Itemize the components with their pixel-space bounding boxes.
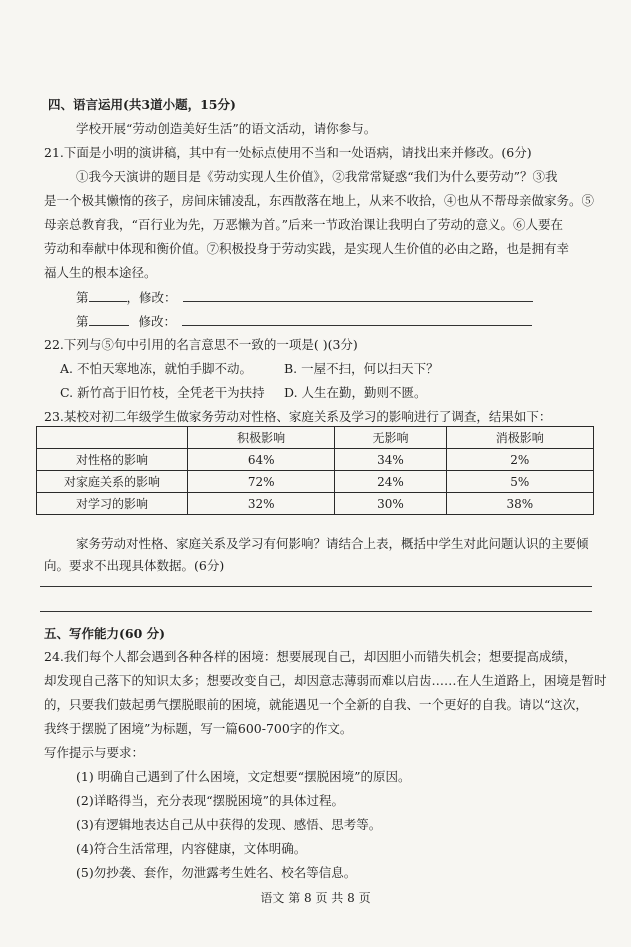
revision-blank[interactable] [182, 313, 532, 326]
q23-question-line: 向。要求不出现具体数据。(6分) [44, 558, 225, 573]
table-cell: 34% [335, 449, 446, 471]
q23-question-line: 家务劳动对性格、家庭关系及学习有何影响？请结合上表，概括中学生对此问题认识的主要倾 [76, 536, 589, 551]
table-header-row [37, 427, 594, 449]
q22-option-a[interactable]: A. 不怕天寒地冻，就怕手脚不动。 [60, 361, 252, 376]
table-cell: 2% [446, 449, 593, 471]
section4-intro: 学校开展“劳动创造美好生活”的语文活动，请你参与。 [76, 121, 377, 136]
section4-title: 四、语言运用(共3道小题，15分) [48, 97, 236, 112]
q21-answer-row-2 [76, 313, 532, 330]
q24-line: 的，只要我们鼓起勇气摆脱眼前的困境，就能遇见一个全新的自我、一个更好的自我。请以“这次， [44, 697, 588, 712]
table-row [37, 493, 594, 515]
table-cell: 5% [446, 471, 593, 493]
table-cell: 64% [188, 449, 335, 471]
table-header-cell [37, 427, 188, 449]
writing-tip: (5)勿抄袭、套作，勿泄露考生姓名、校名等信息。 [76, 865, 357, 880]
q21-text-line: 劳动和奉献中体现和衡价值。⑦积极投身于劳动实践，是实现人生价值的必由之路，也是拥有幸 [44, 241, 570, 256]
q21-answer-row-1 [76, 289, 533, 306]
q24-line: 却发现自己落下的知识太多；想要改变自己，却因意志薄弱而难以启齿……在人生道路上，困境是暂时 [44, 673, 607, 688]
revision-blank[interactable] [183, 289, 533, 302]
sentence-number-blank[interactable] [89, 313, 129, 326]
answer-prefix: 第 [76, 314, 89, 329]
q21-text-line: 是一个极其懒惰的孩子，房间床铺凌乱，东西散落在地上，从来不收拾，④也从不帮母亲做家务。⑤ [44, 193, 595, 208]
page-footer: 语文 第 8 页 共 8 页 [260, 891, 371, 905]
answer-suffix: 修改： [138, 314, 177, 329]
q21-text-line: ①我今天演讲的题目是《劳动实现人生价值》，②我常常疑惑“我们为什么要劳动”？③我 [76, 169, 558, 184]
writing-tip: (1) 明确自己遇到了什么困境，文定想要“摆脱困境”的原因。 [76, 769, 411, 784]
table-cell: 对学习的影响 [37, 493, 188, 515]
q21-text-line: 母亲总教育我，“百行业为先，万恶懒为首。”后来一节政治课让我明白了劳动的意义。⑥人要在 [44, 217, 564, 232]
q21-text-line: 福人生的根本途径。 [44, 265, 157, 280]
q22-option-c[interactable]: C. 新竹高于旧竹枝，全凭老干为扶持 [60, 385, 265, 400]
writing-tip: (3)有逻辑地表达自己从中获得的发现、感悟、思考等。 [76, 817, 382, 832]
survey-table [36, 426, 594, 515]
q24-line: 我终于摆脱了困境”为标题，写一篇600-700字的作文。 [44, 721, 353, 736]
table-cell: 30% [335, 493, 446, 515]
table-header-cell: 积极影响 [188, 427, 335, 449]
writing-tips-title: 写作提示与要求： [44, 745, 145, 760]
answer-suffix: ，修改： [126, 290, 177, 305]
table-cell: 对家庭关系的影响 [37, 471, 188, 493]
sentence-number-blank[interactable] [89, 289, 127, 302]
answer-line[interactable] [40, 611, 592, 612]
answer-prefix: 第 [76, 290, 89, 305]
q22-stem: 22.下列与⑤句中引用的名言意思不一致的一项是( )(3分) [44, 337, 358, 352]
q23-stem: 23.某校对初二年级学生做家务劳动对性格、家庭关系及学习的影响进行了调查，结果如下： [44, 409, 552, 424]
table-cell: 对性格的影响 [37, 449, 188, 471]
writing-tip: (2)详略得当，充分表现“摆脱困境”的具体过程。 [76, 793, 344, 808]
table-cell: 38% [446, 493, 593, 515]
writing-tip: (4)符合生活常理，内容健康，文体明确。 [76, 841, 307, 856]
table-header-cell: 无影响 [335, 427, 446, 449]
table-cell: 24% [335, 471, 446, 493]
table-row [37, 449, 594, 471]
table-cell: 72% [188, 471, 335, 493]
section5-title: 五、写作能力(60 分) [44, 626, 166, 641]
q22-option-d[interactable]: D. 人生在勤，勤则不匮。 [284, 385, 427, 400]
q21-stem: 21.下面是小明的演讲稿，其中有一处标点使用不当和一处语病，请找出来并修改。(6分) [44, 145, 532, 160]
table-header-cell: 消极影响 [446, 427, 593, 449]
answer-line[interactable] [40, 586, 592, 587]
q22-option-b[interactable]: B. 一屋不扫，何以扫天下？ [284, 361, 439, 376]
table-row [37, 471, 594, 493]
q24-line: 24.我们每个人都会遇到各种各样的困境：想要展现自己，却因胆小而错失机会；想要提高成绩， [44, 649, 577, 664]
table-cell: 32% [188, 493, 335, 515]
